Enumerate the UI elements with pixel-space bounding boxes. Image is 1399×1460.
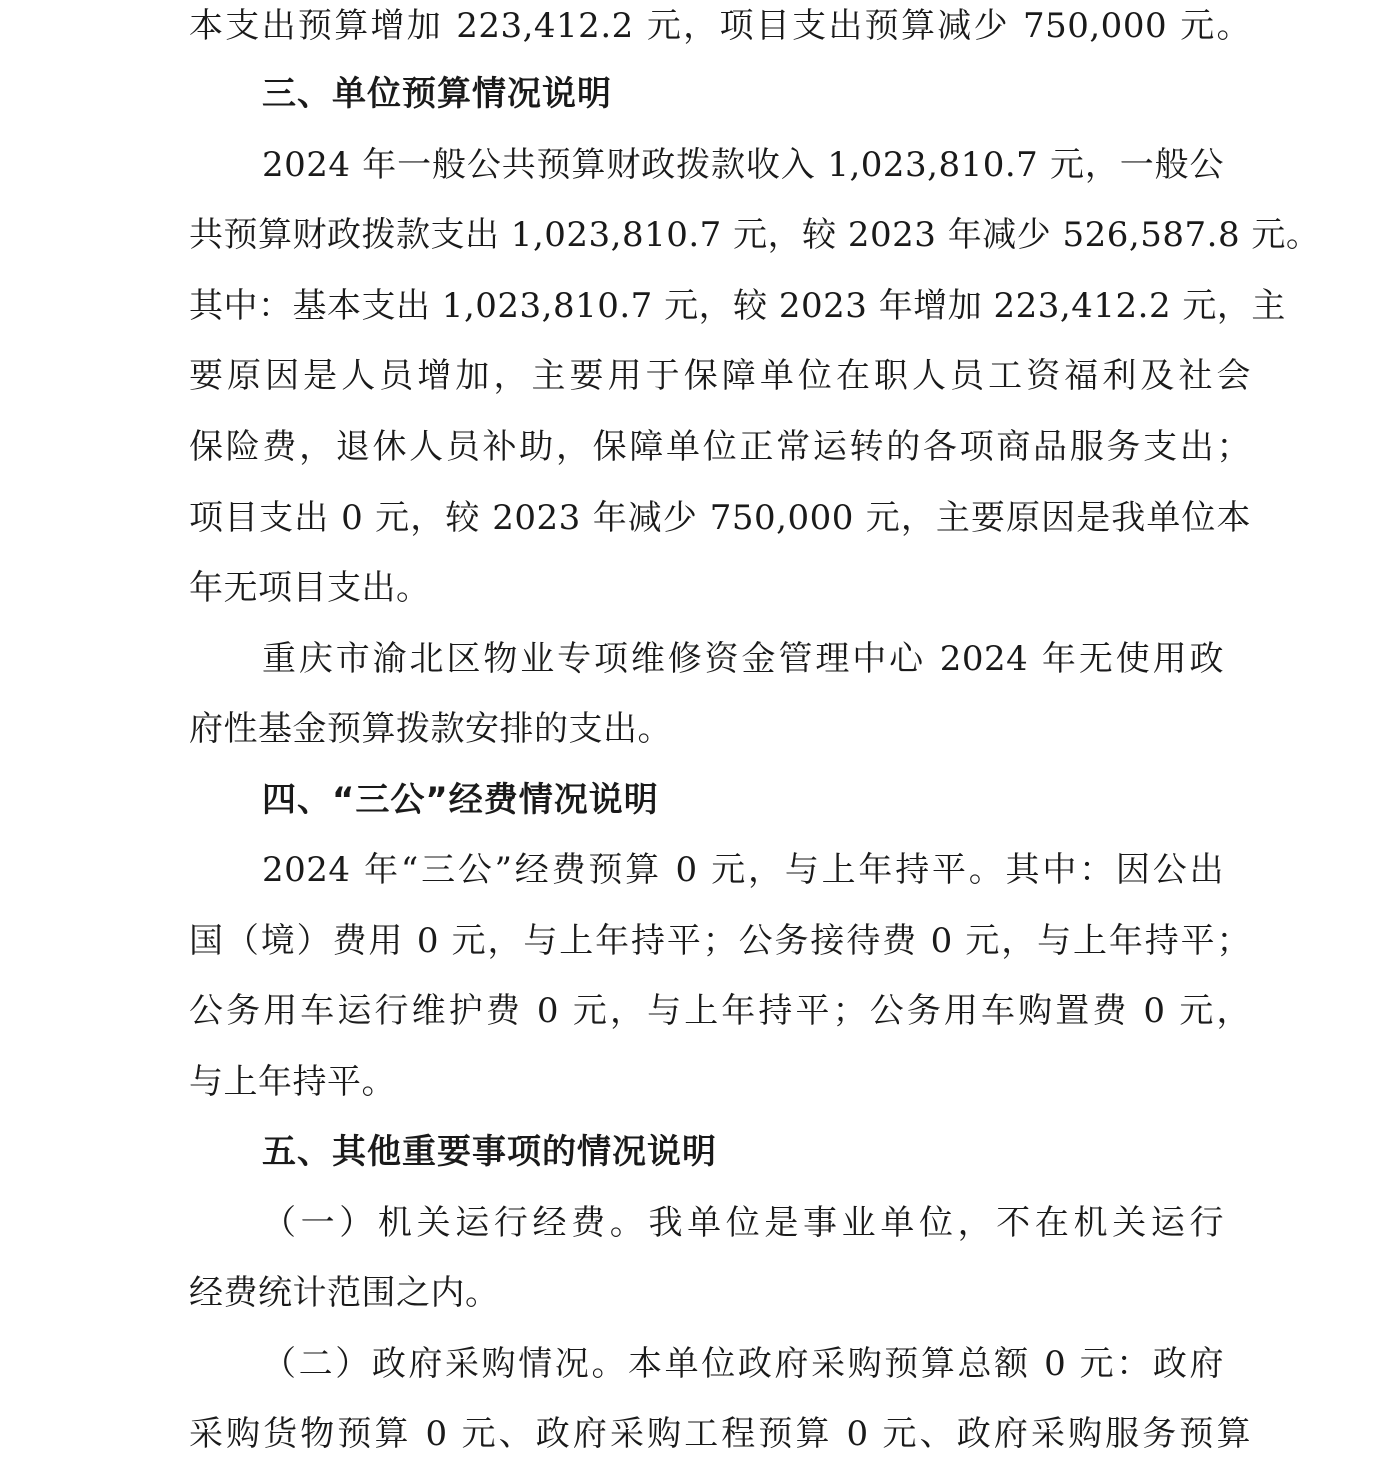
section-heading-5: 五、其他重要事项的情况说明 (262, 1132, 717, 1172)
paragraph-line: （一）机关运行经费。我单位是事业单位，不在机关运行 (262, 1203, 1224, 1243)
paragraph-line: 经费统计范围之内。 (189, 1273, 500, 1313)
paragraph-line: 国（境）费用 0 元，与上年持平；公务接待费 0 元，与上年持平； (189, 921, 1251, 961)
paragraph-line: （二）政府采购情况。本单位政府采购预算总额 0 元：政府 (262, 1344, 1224, 1384)
paragraph-line: 本支出预算增加 223,412.2 元，项目支出预算减少 750,000 元。 (189, 6, 1251, 46)
paragraph-line: 公务用车运行维护费 0 元，与上年持平；公务用车购置费 0 元， (189, 991, 1251, 1031)
paragraph-line: 重庆市渝北区物业专项维修资金管理中心 2024 年无使用政 (262, 639, 1224, 679)
paragraph-line: 项目支出 0 元，较 2023 年减少 750,000 元，主要原因是我单位本 (189, 498, 1251, 538)
section-heading-4: 四、“三公”经费情况说明 (262, 780, 659, 820)
paragraph-line: 保险费，退休人员补助，保障单位正常运转的各项商品服务支出； (189, 427, 1251, 467)
paragraph-line: 其中：基本支出 1,023,810.7 元，较 2023 年增加 223,412.2 元，主 (189, 286, 1286, 326)
paragraph-line: 府性基金预算拨款安排的支出。 (189, 709, 672, 749)
paragraph-line: 年无项目支出。 (189, 568, 431, 608)
paragraph-line: 采购货物预算 0 元、政府采购工程预算 0 元、政府采购服务预算 (189, 1414, 1251, 1454)
paragraph-line: 共预算财政拨款支出 1,023,810.7 元，较 2023 年减少 526,587.8 元。 (189, 215, 1321, 255)
paragraph-line: 2024 年“三公”经费预算 0 元，与上年持平。其中：因公出 (262, 850, 1224, 890)
paragraph-line: 与上年持平。 (189, 1062, 396, 1102)
section-heading-3: 三、单位预算情况说明 (262, 74, 612, 114)
paragraph-line: 2024 年一般公共预算财政拨款收入 1,023,810.7 元，一般公 (262, 145, 1224, 185)
paragraph-line: 要原因是人员增加，主要用于保障单位在职人员工资福利及社会 (189, 356, 1251, 396)
